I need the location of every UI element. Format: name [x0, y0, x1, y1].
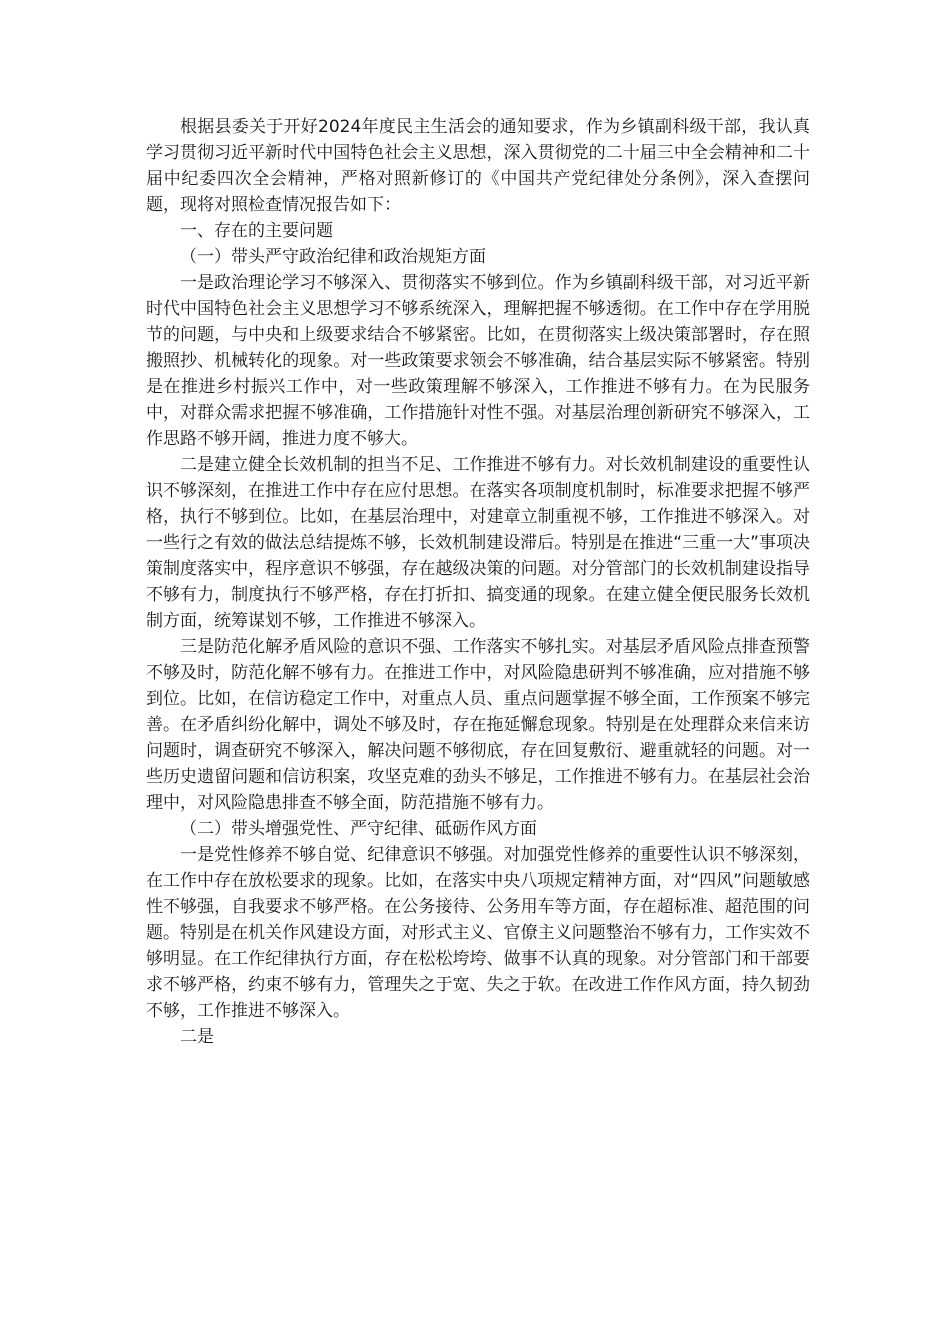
document-page [146, 114, 810, 1050]
paragraph-long-term-mechanism: 二是建立健全长效机制的担当不足、工作推进不够有力。对长效机制建设的重要性认识不够深刻，在推进工作中存在应付思想。在落实各项制度机制时，标准要求把握不够严格，执行不够到位。比如，在基层治理中，对建章立制重视不够，工作推进不够深入。对一些行之有效的做法总结提炼不够，长效机制建设滞后。特别是在推进“三重一大”事项决策制度落实中，程序意识不够强，存在越级决策的问题。对分管部门的长效机制建设指导不够有力，制度执行不够严格，存在打折扣、搞变通的现象。在建立健全便民服务长效机制方面，统筹谋划不够，工作推进不够深入。 [146, 455, 810, 631]
paragraph-risk-prevention: 三是防范化解矛盾风险的意识不强、工作落实不够扎实。对基层矛盾风险点排查预警不够及时，防范化解不够有力。在推进工作中，对风险隐患研判不够准确，应对措施不够到位。比如，在信访稳定工作中，对重点人员、重点问题掌握不够全面，工作预案不够完善。在矛盾纠纷化解中，调处不够及时，存在拖延懈怠现象。特别是在处理群众来信来访问题时，调查研究不够深入，解决问题不够彻底，存在回复敷衍、避重就轻的问题。对一些历史遗留问题和信访积案，攻坚克难的劲头不够足，工作推进不够有力。在基层社会治理中，对风险隐患排查不够全面，防范措施不够有力。 [146, 637, 810, 813]
paragraph-theory-study: 一是政治理论学习不够深入、贯彻落实不够到位。作为乡镇副科级干部，对习近平新时代中国特色社会主义思想学习不够系统深入，理解把握不够透彻。在工作中存在学用脱节的问题，与中央和上级要求结合不够紧密。比如，在贯彻落实上级决策部署时，存在照搬照抄、机械转化的现象。对一些政策要求领会不够准确，结合基层实际不够紧密。特别是在推进乡村振兴工作中，对一些政策理解不够深入，工作推进不够有力。在为民服务中，对群众需求把握不够准确，工作措施针对性不强。对基层治理创新研究不够深入，工作思路不够开阔，推进力度不够大。 [146, 273, 810, 449]
subsection-heading-party-spirit: （二）带头增强党性、严守纪律、砥砺作风方面 [180, 819, 537, 839]
subsection-heading-political-discipline: （一）带头严守政治纪律和政治规矩方面 [180, 247, 486, 267]
paragraph-party-cultivation: 一是党性修养不够自觉、纪律意识不够强。对加强党性修养的重要性认识不够深刻，在工作中存在放松要求的现象。比如，在落实中央八项规定精神方面，对“四风”问题敏感性不够强，自我要求不够严格。在公务接待、公务用车等方面，存在超标准、超范围的问题。特别是在机关作风建设方面，对形式主义、官僚主义问题整治不够有力，工作实效不够明显。在工作纪律执行方面，存在松松垮垮、做事不认真的现象。对分管部门和干部要求不够严格，约束不够有力，管理失之于宽、失之于软。在改进工作作风方面，持久韧劲不够，工作推进不够深入。 [146, 845, 810, 1021]
section-heading-problems: 一、存在的主要问题 [180, 221, 333, 241]
paragraph-truncated: 二是 [180, 1027, 214, 1047]
intro-paragraph: 根据县委关于开好2024年度民主生活会的通知要求，作为乡镇副科级干部，我认真学习贯彻习近平新时代中国特色社会主义思想，深入贯彻党的二十届三中全会精神和二十届中纪委四次全会精神，严格对照新修订的《中国共产党纪律处分条例》，深入查摆问题，现将对照检查情况报告如下： [146, 117, 810, 215]
